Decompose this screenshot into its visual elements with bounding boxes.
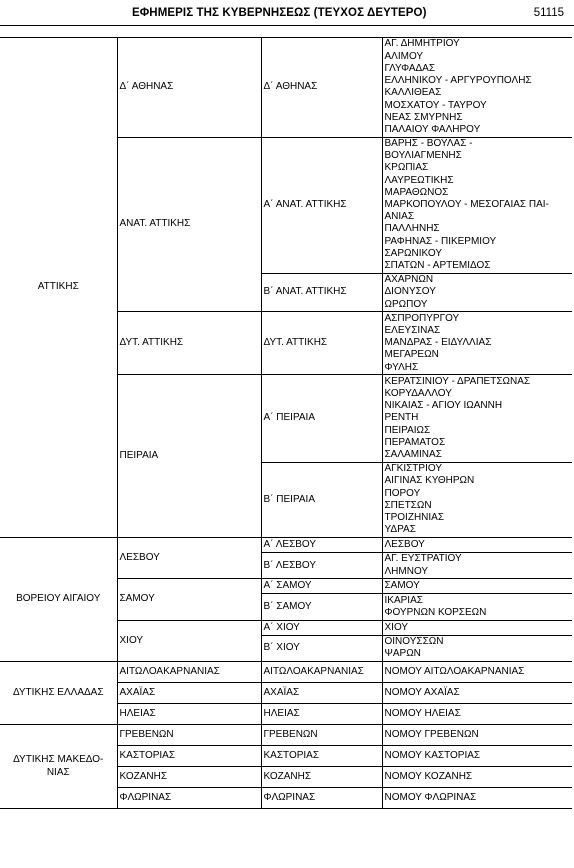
municipality-item: ΑΧΑΡΝΩΝ	[384, 274, 434, 286]
region-name: ΒΟΡΕΙΟΥ ΑΙΓΑΙΟΥ	[16, 593, 101, 605]
subunit-cell: Β΄ ΠΕΙΡΑΙΑ	[261, 462, 382, 537]
table-row	[0, 38, 572, 138]
municipality-item: ΑΓ. ΔΗΜΗΤΡΙΟΥ	[384, 38, 460, 50]
municipality-item: ΝΟΜΟΥ ΦΛΩΡΙΝΑΣ	[384, 792, 477, 804]
region-cell	[0, 725, 117, 809]
municipality-item: ΠΟΡΟΥ	[384, 487, 421, 499]
subunit-cell: Α΄ ΠΕΙΡΑΙΑ	[261, 375, 382, 462]
municipalities-cell	[382, 746, 572, 767]
page-number: 51115	[533, 7, 564, 19]
municipality-item: ΟΙΝΟΥΣΣΩΝ	[384, 636, 444, 648]
municipality-item: ΠΕΡΑΜΑΤΟΣ	[384, 436, 446, 448]
municipality-item: ΜΟΣΧΑΤΟΥ - ΤΑΥΡΟΥ	[384, 99, 487, 111]
subunit-cell: ΚΟΖΑΝΗΣ	[261, 767, 382, 788]
subunit-cell: ΚΑΣΤΟΡΙΑΣ	[261, 746, 382, 767]
municipality-item: ΣΑΜΟΥ	[384, 580, 420, 592]
table-row	[0, 662, 572, 683]
municipality-item: ΜΑΝΔΡΑΣ - ΕΙΔΥΛΛΙΑΣ	[384, 337, 492, 349]
unit-cell: ΑΙΤΩΛΟΑΚΑΡΝΑΝΙΑΣ	[117, 662, 261, 683]
municipality-item: ΣΠΕΤΣΩΝ	[384, 499, 432, 511]
municipality-item: ΝΟΜΟΥ ΚΟΖΑΝΗΣ	[384, 771, 473, 783]
unit-cell: ΚΟΖΑΝΗΣ	[117, 767, 261, 788]
subunit-cell: ΓΡΕΒΕΝΩΝ	[261, 725, 382, 746]
region-cell	[0, 38, 117, 538]
unit-cell: ΚΑΣΤΟΡΙΑΣ	[117, 746, 261, 767]
municipality-item: ΝΟΜΟΥ ΚΑΣΤΟΡΙΑΣ	[384, 750, 481, 762]
municipalities-cell	[382, 683, 572, 704]
page-header	[0, 0, 574, 26]
municipality-item: ΑΝΙΑΣ	[384, 211, 415, 223]
municipality-item: ΑΓΚΙΣΤΡΙΟΥ	[384, 463, 442, 475]
municipality-item: ΡΑΦΗΝΑΣ - ΠΙΚΕΡΜΙΟΥ	[384, 235, 497, 247]
subunit-cell: Β΄ ΛΕΣΒΟΥ	[261, 552, 382, 578]
municipality-item: ΒΑΡΗΣ - ΒΟΥΛΑΣ -	[384, 138, 473, 150]
subunit-cell: Δ΄ ΑΘΗΝΑΣ	[261, 38, 382, 138]
municipality-item: ΔΙΟΝΥΣΟΥ	[384, 286, 436, 298]
municipality-item: ΜΕΓΑΡΕΩΝ	[384, 349, 439, 361]
municipality-item: ΣΑΡΩΝΙΚΟΥ	[384, 247, 442, 259]
subunit-cell: Β΄ ΑΝΑΤ. ΑΤΤΙΚΗΣ	[261, 273, 382, 312]
municipality-item: ΙΚΑΡΙΑΣ	[384, 594, 423, 606]
municipality-item: ΚΕΡΑΤΣΙΝΙΟΥ - ΔΡΑΠΕΤΣΩΝΑΣ	[384, 375, 531, 387]
municipality-item: ΜΑΡΚΟΠΟΥΛΟΥ - ΜΕΣΟΓΑΙΑΣ ΠΑΙ-	[384, 199, 549, 211]
municipality-item: ΥΔΡΑΣ	[384, 524, 416, 536]
subunit-cell: ΑΧΑΪΑΣ	[261, 683, 382, 704]
municipality-item: ΝΟΜΟΥ ΑΧΑΪΑΣ	[384, 687, 460, 699]
unit-cell: ΔΥΤ. ΑΤΤΙΚΗΣ	[117, 312, 261, 375]
subunit-cell: ΦΛΩΡΙΝΑΣ	[261, 788, 382, 809]
municipalities-cell	[382, 552, 572, 578]
unit-cell: ΑΧΑΪΑΣ	[117, 683, 261, 704]
subunit-cell: ΑΙΤΩΛΟΑΚΑΡΝΑΝΙΑΣ	[261, 662, 382, 683]
subunit-cell: Β΄ ΣΑΜΟΥ	[261, 594, 382, 620]
unit-cell: ΦΛΩΡΙΝΑΣ	[117, 788, 261, 809]
municipality-item: ΛΑΥΡΕΩΤΙΚΗΣ	[384, 174, 454, 186]
municipality-item: ΝΕΑΣ ΣΜΥΡΝΗΣ	[384, 111, 463, 123]
municipalities-cell	[382, 38, 572, 138]
table-row	[0, 725, 572, 746]
unit-cell: Δ΄ ΑΘΗΝΑΣ	[117, 38, 261, 138]
municipality-item: ΤΡΟΙΖΗΝΙΑΣ	[384, 512, 445, 524]
municipalities-cell	[382, 788, 572, 809]
municipality-item: ΠΑΛΑΙΟΥ ΦΑΛΗΡΟΥ	[384, 123, 481, 135]
municipalities-cell	[382, 537, 572, 552]
municipality-item: ΕΛΕΥΣΙΝΑΣ	[384, 325, 441, 337]
region-name: ΔΥΤΙΚΗΣ ΕΛΛΑΔΑΣ	[12, 687, 104, 699]
subunit-cell: Α΄ ΛΕΣΒΟΥ	[261, 537, 382, 552]
municipality-item: ΑΛΙΜΟΥ	[384, 50, 424, 62]
subunit-cell: Β΄ ΧΙΟΥ	[261, 635, 382, 661]
municipality-item: ΦΟΥΡΝΩΝ ΚΟΡΣΕΩΝ	[384, 607, 487, 619]
municipality-item: ΨΑΡΩΝ	[384, 648, 421, 660]
table-row	[0, 537, 572, 552]
municipalities-cell	[382, 767, 572, 788]
unit-cell: ΗΛΕΙΑΣ	[117, 704, 261, 725]
municipalities-cell	[382, 273, 572, 312]
municipalities-cell	[382, 579, 572, 594]
municipalities-cell	[382, 725, 572, 746]
unit-cell: ΠΕΙΡΑΙΑ	[117, 375, 261, 538]
unit-cell: ΧΙΟΥ	[117, 620, 261, 661]
municipality-item: ΓΛΥΦΑΔΑΣ	[384, 62, 436, 74]
gazette-title: ΕΦΗΜΕΡΙΣ ΤΗΣ ΚΥΒΕΡΝΗΣΕΩΣ (ΤΕΥΧΟΣ ΔΕΥΤΕΡΟ)	[132, 7, 427, 19]
municipality-item: ΝΟΜΟΥ ΓΡΕΒΕΝΩΝ	[384, 729, 479, 741]
municipality-item: ΒΟΥΛΙΑΓΜΕΝΗΣ	[384, 150, 462, 162]
municipality-item: ΚΑΛΛΙΘΕΑΣ	[384, 87, 442, 99]
municipality-item: ΣΑΛΑΜΙΝΑΣ	[384, 449, 442, 461]
municipalities-cell	[382, 462, 572, 537]
municipalities-cell	[382, 662, 572, 683]
municipality-item: ΚΡΩΠΙΑΣ	[384, 162, 429, 174]
municipality-item: ΡΕΝΤΗ	[384, 412, 419, 424]
municipalities-cell	[382, 375, 572, 462]
municipality-item: ΝΟΜΟΥ ΑΙΤΩΛΟΑΚΑΡΝΑΝΙΑΣ	[384, 666, 525, 678]
municipality-item: ΧΙΟΥ	[384, 621, 409, 633]
municipality-item: ΕΛΛΗΝΙΚΟΥ - ΑΡΓΥΡΟΥΠΟΛΗΣ	[384, 75, 532, 87]
municipality-item: ΩΡΩΠΟΥ	[384, 298, 428, 310]
region-name: ΔΥΤΙΚΗΣ ΜΑΚΕΔΟ-	[13, 754, 104, 766]
subunit-cell: Α΄ ΑΝΑΤ. ΑΤΤΙΚΗΣ	[261, 137, 382, 273]
municipality-item: ΑΙΓΙΝΑΣ ΚΥΘΗΡΩΝ	[384, 475, 475, 487]
municipalities-cell	[382, 312, 572, 375]
municipalities-cell	[382, 704, 572, 725]
municipality-item: ΠΕΙΡΑΙΩΣ	[384, 424, 431, 436]
subunit-cell: Α΄ ΧΙΟΥ	[261, 620, 382, 635]
municipality-item: ΦΥΛΗΣ	[384, 361, 419, 373]
unit-cell: ΛΕΣΒΟΥ	[117, 537, 261, 578]
municipalities-cell	[382, 137, 572, 273]
municipality-item: ΑΓ. ΕΥΣΤΡΑΤΙΟΥ	[384, 553, 462, 565]
region-name: ΑΤΤΙΚΗΣ	[37, 281, 79, 293]
municipality-item: ΝΟΜΟΥ ΗΛΕΙΑΣ	[384, 708, 461, 720]
municipalities-cell	[382, 620, 572, 635]
unit-cell: ΣΑΜΟΥ	[117, 579, 261, 620]
municipality-item: ΚΟΡΥΔΑΛΛΟΥ	[384, 388, 452, 400]
subunit-cell: Α΄ ΣΑΜΟΥ	[261, 579, 382, 594]
municipality-item: ΜΑΡΑΘΩΝΟΣ	[384, 186, 449, 198]
subunit-cell: ΔΥΤ. ΑΤΤΙΚΗΣ	[261, 312, 382, 375]
municipality-item: ΛΗΜΝΟΥ	[384, 565, 429, 577]
unit-cell: ΑΝΑΤ. ΑΤΤΙΚΗΣ	[117, 137, 261, 312]
header-rule	[0, 25, 574, 26]
region-directorate-table	[0, 37, 572, 809]
municipality-item: ΝΙΚΑΙΑΣ - ΑΓΙΟΥ ΙΩΑΝΝΗ	[384, 400, 503, 412]
municipality-item: ΣΠΑΤΩΝ - ΑΡΤΕΜΙΔΟΣ	[384, 260, 491, 272]
municipality-item: ΛΕΣΒΟΥ	[384, 538, 425, 550]
municipalities-cell	[382, 594, 572, 620]
subunit-cell: ΗΛΕΙΑΣ	[261, 704, 382, 725]
region-cell	[0, 662, 117, 725]
municipality-item: ΑΣΠΡΟΠΥΡΓΟΥ	[384, 312, 460, 324]
region-cell	[0, 537, 117, 661]
unit-cell: ΓΡΕΒΕΝΩΝ	[117, 725, 261, 746]
region-name: ΝΙΑΣ	[46, 766, 70, 778]
municipalities-cell	[382, 635, 572, 661]
municipality-item: ΠΑΛΛΗΝΗΣ	[384, 223, 440, 235]
